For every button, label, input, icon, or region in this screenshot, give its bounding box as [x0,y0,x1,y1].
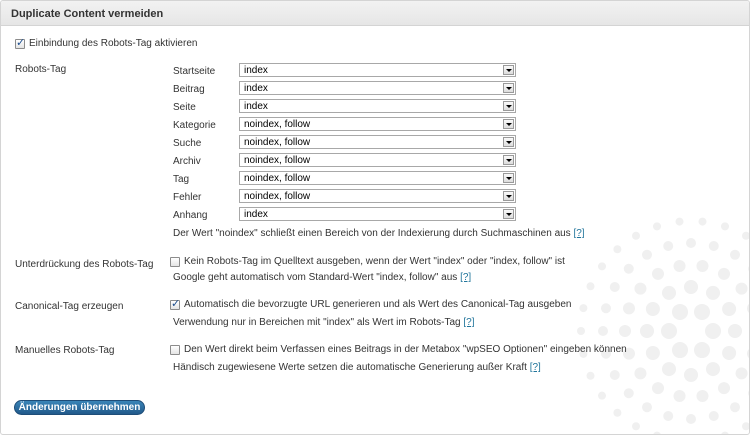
watermark-dot [718,268,730,280]
robots-select-value: noindex, follow [244,191,311,202]
robots-row-label: Seite [173,102,196,113]
watermark-dot [653,432,661,434]
robots-select[interactable] [239,99,516,113]
watermark-dot [672,304,688,320]
watermark-dot [642,402,652,412]
watermark-dot [632,422,640,430]
manual-checkbox-label: Den Wert direkt beim Verfassen eines Beitrags in der Metabox "wpSEO Optionen" eingeben können [184,344,627,355]
watermark-dot [646,346,660,360]
watermark-dot [624,264,634,274]
robots-select-value: index [244,209,268,220]
manual-note: Händisch zugewiesene Werte setzen die automatische Generierung außer Kraft [?] [173,362,541,373]
watermark-dot [624,388,634,398]
robots-row-label: Fehler [173,192,202,203]
watermark-dot [728,324,742,338]
watermark-dot [748,388,749,398]
save-button[interactable]: Änderungen übernehmen [14,400,145,415]
robots-select[interactable] [239,171,516,185]
chevron-down-icon[interactable] [503,173,514,183]
watermark-dot [577,327,585,335]
watermark-dot [684,280,698,294]
watermark-dot [706,286,720,300]
watermark-dot [663,241,673,251]
robots-note: Der Wert "noindex" schließt einen Bereich von der Indexierung durch Suchmaschinen aus [?] [173,228,585,239]
watermark-dot [662,362,676,376]
watermark-dot [705,323,721,339]
watermark-dot [640,324,654,338]
watermark-dot [623,302,635,314]
watermark-dot [709,241,719,251]
watermark-dot [736,283,748,295]
watermark-dot [686,238,696,248]
robots-select-value: index [244,83,268,94]
robots-select[interactable] [239,135,516,149]
watermark-dot [742,232,749,240]
chevron-down-icon[interactable] [503,83,514,93]
watermark-dot [736,367,748,379]
robots-row-label: Kategorie [173,120,216,131]
watermark-dot [721,432,729,434]
manual-checkbox[interactable] [170,345,180,355]
watermark-dot [747,348,749,360]
watermark-dot [696,390,708,402]
watermark-dot [653,222,661,230]
chevron-down-icon[interactable] [503,191,514,201]
watermark-dot [587,282,595,290]
watermark-dot [601,303,611,313]
robots-select-value: noindex, follow [244,137,311,148]
watermark-dot [674,390,686,402]
watermark-dot [748,264,749,274]
watermark-dot [694,304,710,320]
chevron-down-icon[interactable] [503,119,514,129]
watermark-dot [706,362,720,376]
watermark-dot [718,382,730,394]
watermark-dot [587,372,595,380]
watermark-dot [634,367,646,379]
watermark-dot [610,282,620,292]
robots-select-value: noindex, follow [244,155,311,166]
canonical-checkbox-label: Automatisch die bevorzugte URL generieren und als Wert des Canonical-Tag ausgeben [184,299,572,310]
watermark-dot [598,326,608,336]
watermark-dot [694,342,710,358]
robots-help-link[interactable]: [?] [573,228,585,239]
watermark-dot [730,402,740,412]
robots-row-label: Beitrag [173,84,205,95]
watermark-dot [722,346,736,360]
watermark-dot [632,232,640,240]
watermark-dot [613,409,621,417]
watermark-dot [730,250,740,260]
watermark-dot [686,414,696,424]
chevron-down-icon[interactable] [503,209,514,219]
chevron-down-icon[interactable] [503,101,514,111]
watermark-dot [652,382,664,394]
robots-select[interactable] [239,117,516,131]
suppress-help-link[interactable]: [?] [460,272,472,283]
panel-title: Duplicate Content vermeiden [11,8,164,20]
suppress-checkbox[interactable] [170,257,180,267]
robots-select-value: noindex, follow [244,173,311,184]
watermark-dot [698,218,706,226]
enable-robots-label: Einbindung des Robots-Tag aktivieren [29,38,198,49]
canonical-help-link[interactable]: [?] [463,317,475,328]
suppress-label: Unterdrückung des Robots-Tag [15,259,154,270]
robots-select-value: index [244,101,268,112]
watermark-dot [642,250,652,260]
robots-row-label: Anhang [173,210,208,221]
robots-select-value: noindex, follow [244,119,311,130]
watermark-dot [672,342,688,358]
suppress-checkbox-label: Kein Robots-Tag im Quelltext ausgeben, wenn der Wert "index" oder "index, follow" ist [184,256,565,267]
watermark-dot [634,283,646,295]
watermark-dot [709,411,719,421]
watermark-dot [598,392,606,400]
watermark-dot [598,262,606,270]
robots-select[interactable] [239,81,516,95]
watermark-dot [613,245,621,253]
watermark-dot [663,411,673,421]
chevron-down-icon[interactable] [503,65,514,75]
watermark-dot [684,368,698,382]
robots-tag-label: Robots-Tag [15,64,67,75]
watermark-dot [619,325,631,337]
watermark-dot [747,302,749,314]
watermark-dot [661,323,677,339]
robots-select[interactable] [239,207,516,221]
robots-row-label: Archiv [173,156,201,167]
watermark-dot [742,422,749,430]
watermark-dot [646,302,660,316]
manual-label: Manuelles Robots-Tag [15,345,115,356]
robots-select[interactable] [239,63,516,77]
robots-row-label: Startseite [173,66,216,77]
robots-select-value: index [244,65,268,76]
watermark-dot [696,260,708,272]
watermark-dot [610,370,620,380]
watermark-dot [579,304,587,312]
robots-select[interactable] [239,153,516,167]
watermark-dot [662,286,676,300]
robots-select[interactable] [239,189,516,203]
chevron-down-icon[interactable] [503,137,514,147]
watermark-dot [722,302,736,316]
canonical-label: Canonical-Tag erzeugen [15,301,124,312]
robots-row-label: Suche [173,138,202,149]
robots-row-label: Tag [173,174,190,185]
canonical-checkbox[interactable] [170,300,180,310]
manual-help-link[interactable]: [?] [529,362,541,373]
watermark-dot [652,268,664,280]
suppress-note: Google geht automatisch vom Standard-Wert "index, follow" aus [?] [173,272,472,283]
watermark-dot [676,218,684,226]
watermark-dot [721,222,729,230]
canonical-note: Verwendung nur in Bereichen mit "index" als Wert im Robots-Tag [?] [173,317,475,328]
enable-robots-checkbox[interactable] [15,39,25,49]
chevron-down-icon[interactable] [503,155,514,165]
watermark-dot [674,260,686,272]
